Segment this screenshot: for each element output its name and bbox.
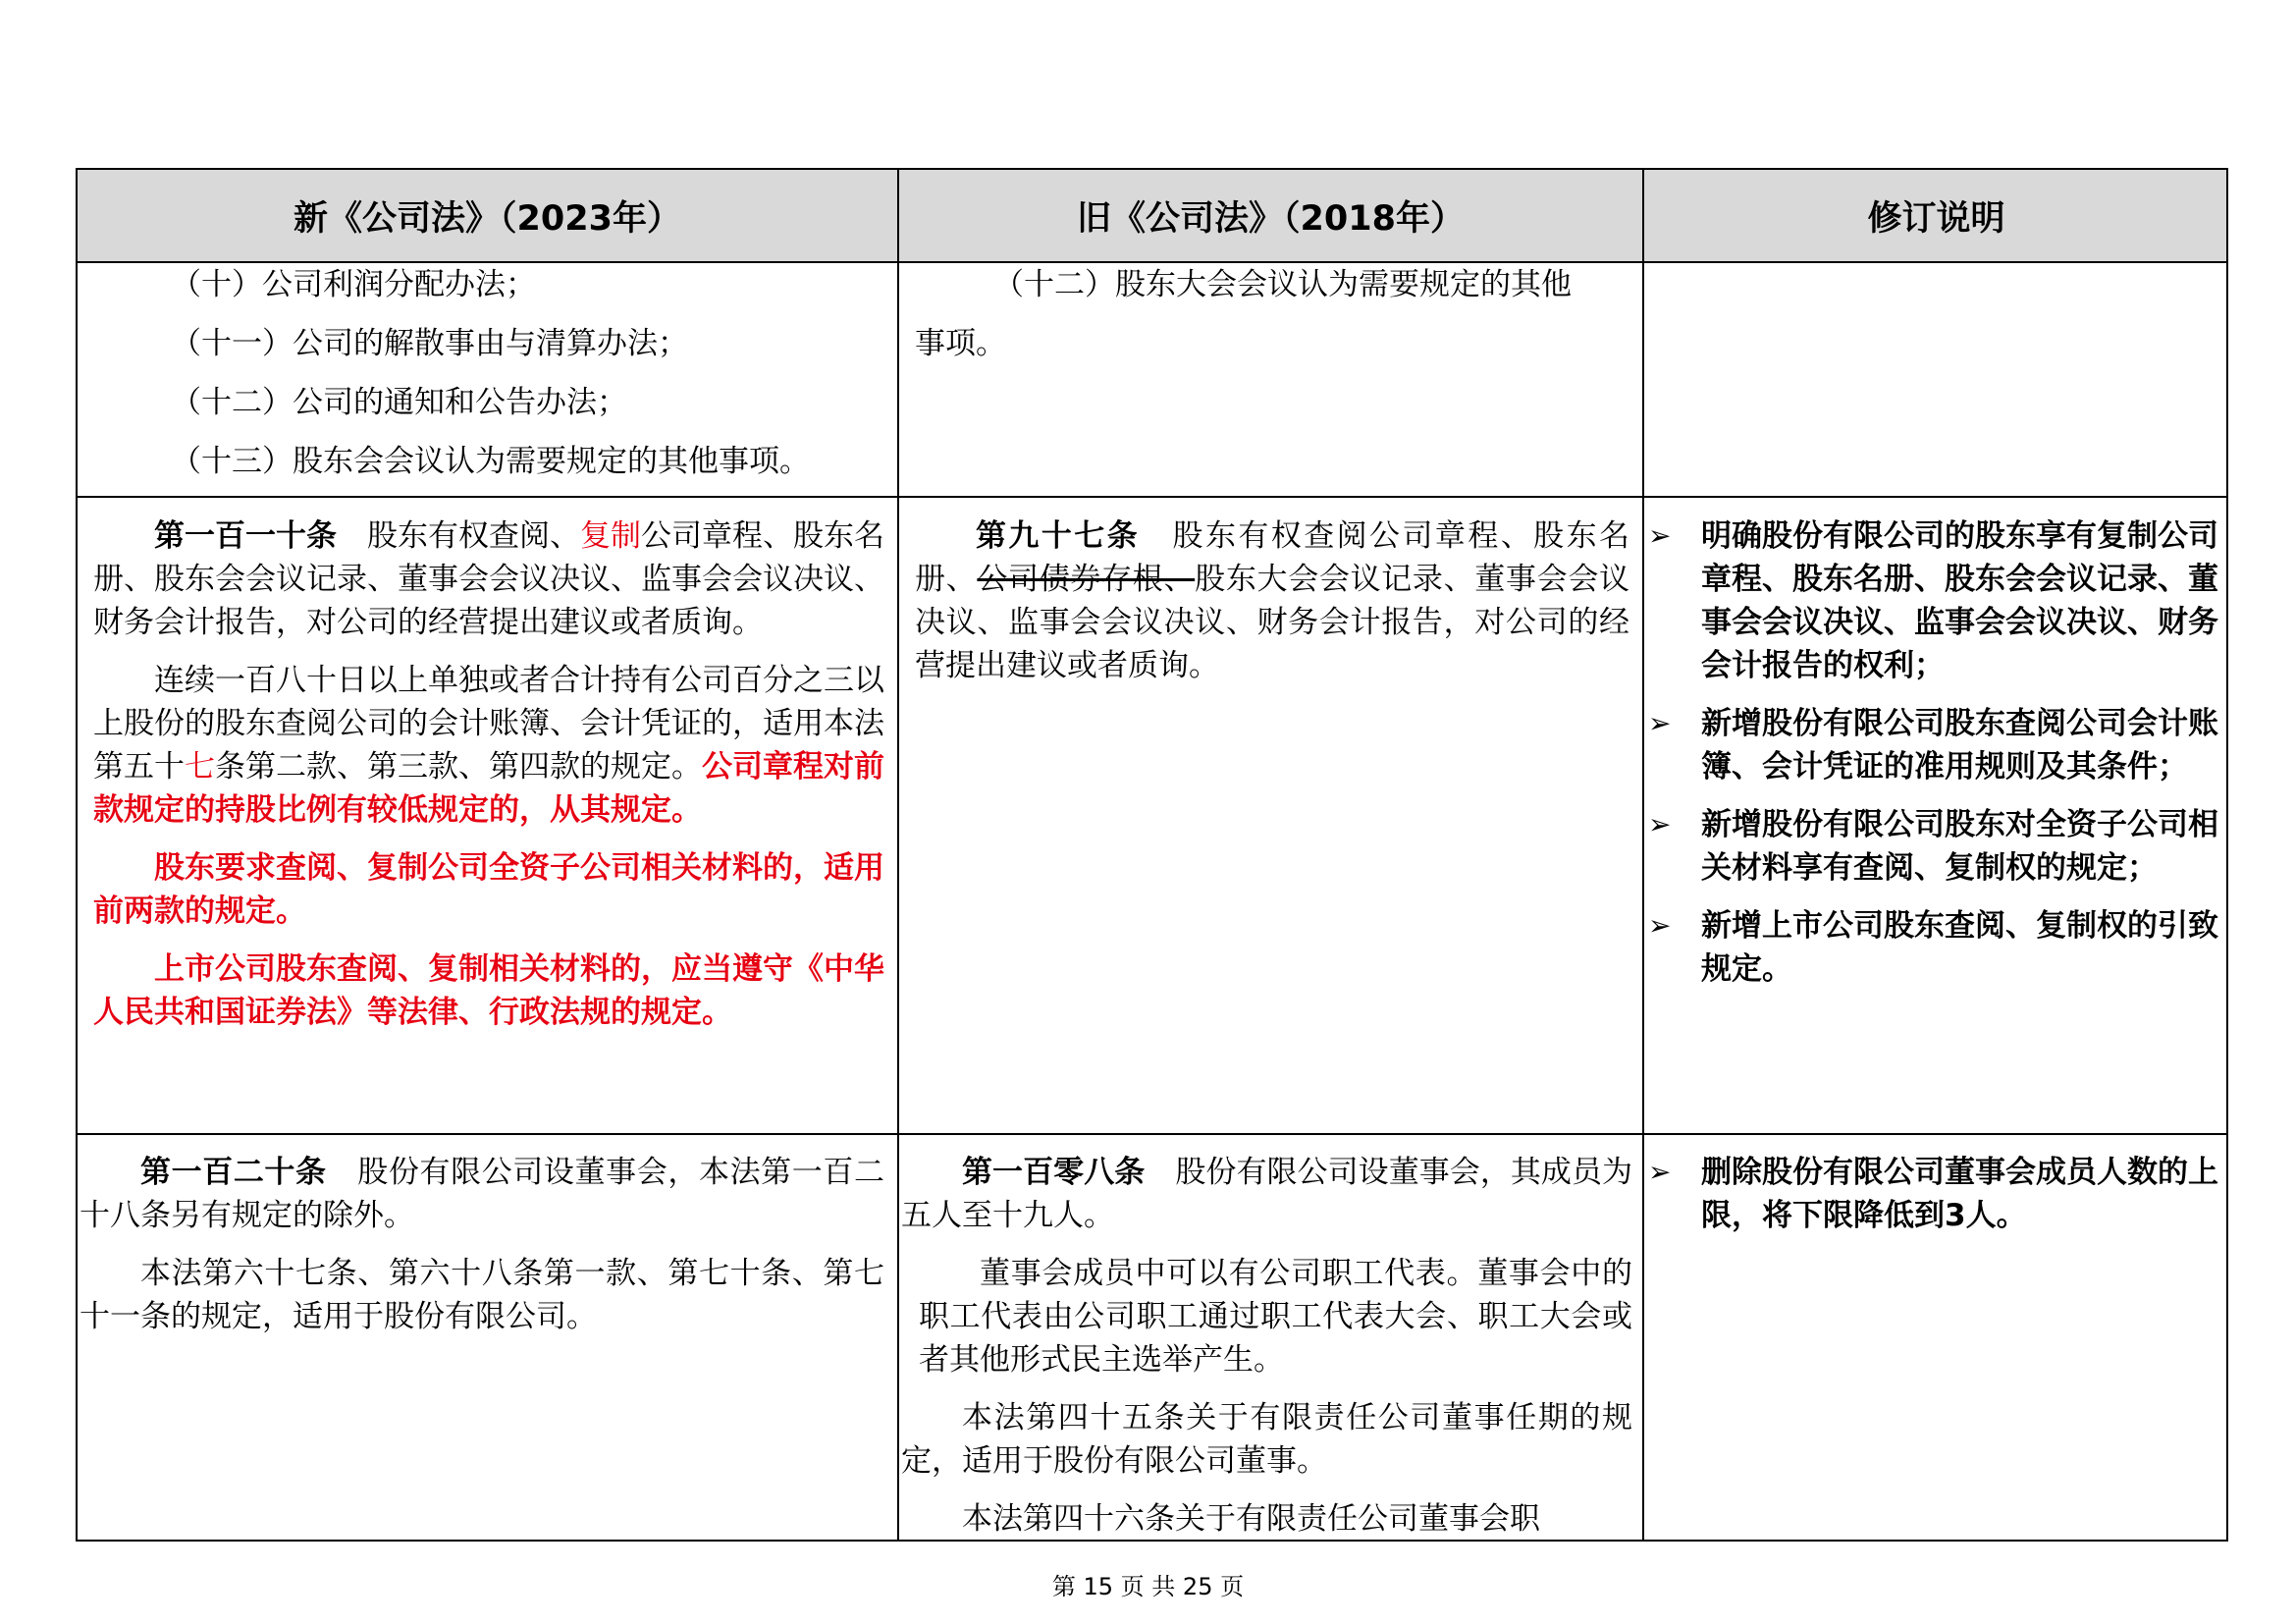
comparison-table [76, 168, 2228, 1542]
row3-old-text: 第一百零八条 股份有限公司设董事会，其成员为五人至十九人。 董事会成员中可以有公司职工代表。董事会中的职工代表由公司职工通过职工代表大会、职工大会或者其他形式民主选举产生。 本法第四十五条关于有限责任公司董事任期的规定，适用于股份有限公司董事。 本法第四十六条关于有限责任公司董事会职 [901, 1151, 1632, 1541]
row2-notes [1644, 514, 2228, 991]
article-title: 第九十七条 [976, 518, 1141, 554]
highlight-text: 七 [185, 749, 215, 785]
article-title: 第一百一十条 [154, 518, 337, 554]
list-item: （十）公司利润分配办法； [171, 267, 536, 302]
old-paragraph: 本法第四十五条关于有限责任公司董事任期的规定，适用于股份有限公司董事。 [901, 1400, 1632, 1479]
header-new-law: 新《公司法》（2023年） [294, 198, 681, 239]
list-item: ➢ 删除股份有限公司董事会成员人数的上限，将下限降低到3人。 [1644, 1151, 2224, 1237]
new-paragraph: 上市公司股东查阅、复制相关材料的，应当遵守《中华人民共和国证券法》等法律、行政法规的规定。 [93, 951, 884, 1030]
row-divider [78, 1133, 2226, 1135]
list-item: ➢ 新增股份有限公司股东查阅公司会计账簿、会计凭证的准用规则及其条件； [1644, 702, 2224, 788]
deleted-text: 公司债券存根、 [977, 562, 1196, 597]
header-notes: 修订说明 [1867, 198, 2005, 239]
list-item: （十一）公司的解散事由与清算办法； [171, 326, 688, 361]
highlight-text: 公司章程对前款规定的持股比例有较低规定的，从其规定。 [93, 749, 884, 828]
highlight-text: 复制 [580, 518, 641, 554]
article-title: 第一百二十条 [140, 1155, 327, 1190]
page-number: 第 15 页 共 25 页 [1051, 1573, 1245, 1600]
row3-new-text: 第一百二十条 股份有限公司设董事会，本法第一百二十八条另有规定的除外。 本法第六十七条、第六十八条第一款、第七十条、第七十一条的规定，适用于股份有限公司。 [80, 1151, 884, 1338]
header-old-law: 旧《公司法》（2018年） [1077, 198, 1465, 239]
old-paragraph: 董事会成员中可以有公司职工代表。董事会中的职工代表由公司职工通过职工代表大会、职工大会或者其他形式民主选举产生。 [919, 1256, 1632, 1378]
new-paragraph: 本法第六十七条、第六十八条第一款、第七十条、第七十一条的规定，适用于股份有限公司。 [80, 1256, 884, 1334]
row2-old-text: 第九十七条 股东有权查阅公司章程、股东名册、公司债券存根、股东大会会议记录、董事会会议决议、监事会会议决议、财务会计报告，对公司的经营提出建议或者质询。 [915, 518, 1630, 683]
row2-new-text: 第一百一十条 股东有权查阅、复制公司章程、股东名册、股东会会议记录、董事会会议决议、监事会会议决议、财务会计报告，对公司的经营提出建议或者质询。 连续一百八十日以上单独或者合计持有公司百分之三以上股份的股东查阅公司的会计账簿、会计凭证的，适用本法第五十七条第二款、第三款、第四款的规定。公司章程对前款规定的持股比例有较低规定的，从其规定。 股东要求查阅、复制公司全资子公司相关材料的，适用前两款的规定。 上市公司股东查阅、复制相关材料的，应当遵守《中华人民共和国证券法》等法律、行政法规的规定。 [93, 514, 884, 1034]
new-paragraph: 股东要求查阅、复制公司全资子公司相关材料的，适用前两款的规定。 [93, 850, 884, 929]
arrow-bullet-icon: ➢ [1648, 707, 1672, 739]
list-item: ➢ 新增上市公司股东查阅、复制权的引致规定。 [1644, 904, 2224, 991]
row1-old-text [915, 263, 1627, 365]
row-divider [78, 496, 2226, 498]
column-divider [897, 170, 899, 1540]
old-paragraph: 本法第四十六条关于有限责任公司董事会职 [962, 1501, 1540, 1537]
row1-new-text [95, 263, 881, 483]
list-item: （十三）股东会会议认为需要规定的其他事项。 [171, 444, 810, 479]
list-item: ➢ 新增股份有限公司股东对全资子公司相关材料享有查阅、复制权的规定； [1644, 803, 2224, 890]
arrow-bullet-icon: ➢ [1648, 909, 1672, 942]
arrow-bullet-icon: ➢ [1648, 1156, 1672, 1188]
old-text-line: （十二）股东大会会议认为需要规定的其他 [993, 267, 1572, 302]
list-item: ➢ 明确股份有限公司的股东享有复制公司章程、股东名册、股东会会议记录、董事会会议决议、监事会会议决议、财务会计报告的权利； [1644, 514, 2224, 687]
arrow-bullet-icon: ➢ [1648, 808, 1672, 840]
article-title: 第一百零八条 [962, 1155, 1146, 1190]
row3-notes [1644, 1151, 2228, 1237]
old-text-line: 事项。 [915, 326, 1006, 361]
list-item: （十二）公司的通知和公告办法； [171, 385, 627, 420]
arrow-bullet-icon: ➢ [1648, 519, 1672, 552]
